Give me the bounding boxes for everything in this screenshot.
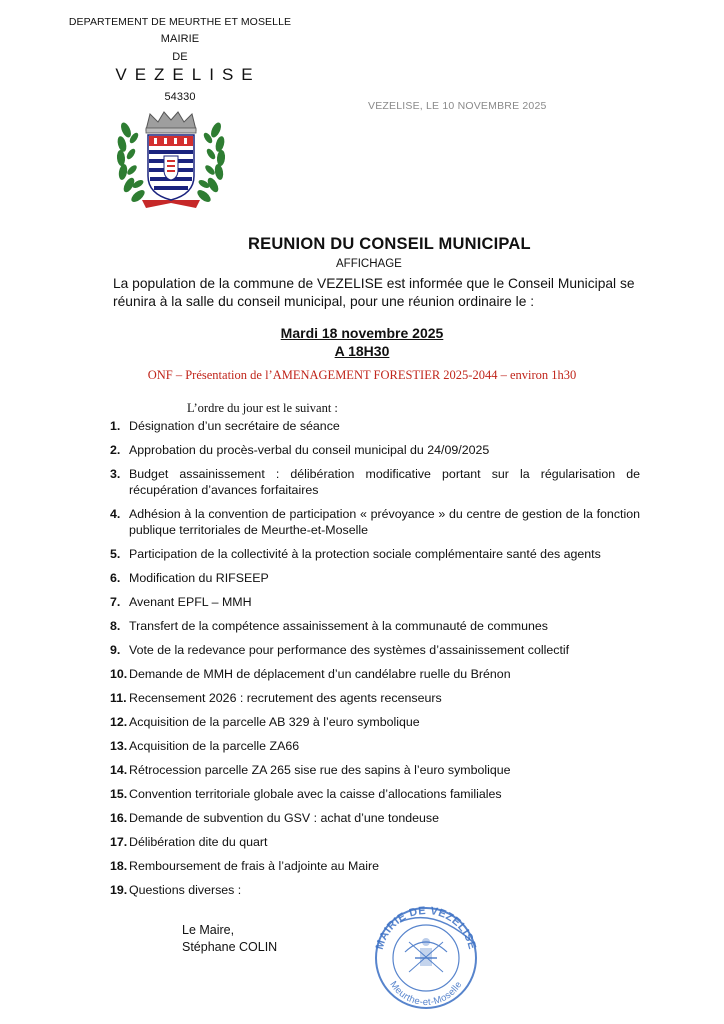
- agenda-item: [110, 466, 640, 498]
- agenda-item-text: Avenant EPFL – MMH: [129, 595, 252, 609]
- agenda-item: [110, 666, 640, 682]
- agenda-item-number: 11.: [110, 691, 127, 705]
- agenda-item-number: 5.: [110, 547, 121, 561]
- town-name: VEZELISE: [115, 65, 261, 84]
- official-stamp-icon: [365, 902, 487, 1012]
- agenda-item-number: 17.: [110, 835, 128, 849]
- agenda-item: [110, 738, 640, 754]
- agenda-item-number: 18.: [110, 859, 128, 873]
- document-title: REUNION DU CONSEIL MUNICIPAL: [248, 235, 531, 253]
- meeting-time: A 18H30: [334, 343, 390, 359]
- agenda-item-number: 10.: [110, 667, 128, 681]
- agenda-item-number: 1.: [110, 419, 121, 433]
- agenda-item: [110, 418, 640, 434]
- agenda-item-number: 3.: [110, 467, 121, 481]
- presentation-line: ONF – Présentation de l’AMENAGEMENT FORESTIER 2025-2044 – environ 1h30: [147, 368, 577, 382]
- stamp-top-text: MAIRIE DE VEZELISE: [373, 904, 479, 951]
- agenda-item: [110, 546, 640, 562]
- agenda-item: [110, 714, 640, 730]
- agenda-item-text: Remboursement de frais à l’adjointe au Maire: [129, 859, 380, 873]
- agenda-item-number: 16.: [110, 811, 128, 825]
- agenda-list: [110, 418, 640, 906]
- agenda-item: [110, 442, 640, 458]
- coat-of-arms-icon: [112, 108, 230, 214]
- agenda-item: [110, 882, 640, 898]
- agenda-item: [110, 786, 640, 802]
- agenda-item: [110, 594, 640, 610]
- agenda-item-text: Rétrocession parcelle ZA 265 sise rue des sapins à l’euro symbolique: [129, 763, 511, 777]
- agenda-intro: L’ordre du jour est le suivant :: [187, 401, 338, 415]
- agenda-item-text: Transfert de la compétence assainissement à la communauté de communes: [129, 619, 548, 633]
- agenda-item: [110, 506, 640, 538]
- agenda-item-number: 19.: [110, 883, 128, 897]
- signature-name: Stéphane COLIN: [182, 940, 278, 954]
- meeting-date: Mardi 18 novembre 2025: [280, 325, 444, 341]
- agenda-item-text: Questions diverses :: [129, 883, 242, 897]
- agenda-item-number: 14.: [110, 763, 128, 777]
- document-subtitle: AFFICHAGE: [336, 258, 402, 270]
- de-line: DE: [172, 51, 188, 63]
- agenda-item-text: Modification du RIFSEEP: [129, 571, 269, 585]
- svg-text:Meurthe-et-Moselle: [387, 979, 464, 1008]
- agenda-item-number: 13.: [110, 739, 128, 753]
- agenda-item-number: 6.: [110, 571, 121, 585]
- agenda-item-text: Budget assainissement : délibération modificative portant sur la régularisation de récupération d’avances forfaitaires: [129, 467, 640, 497]
- agenda-item: [110, 834, 640, 850]
- agenda-item-text: Recensement 2026 : recrutement des agents recenseurs: [129, 691, 442, 705]
- agenda-item-text: Adhésion à la convention de participation « prévoyance » du centre de gestion de la fonction publique territoriales de Meurthe-et-Moselle: [129, 507, 640, 537]
- agenda-item-text: Acquisition de la parcelle ZA66: [129, 739, 300, 753]
- postal-code: 54330: [164, 91, 196, 103]
- agenda-item: [110, 570, 640, 586]
- agenda-item: [110, 762, 640, 778]
- date-line: VEZELISE, LE 10 NOVEMBRE 2025: [368, 100, 547, 112]
- agenda-item-text: Demande de MMH de déplacement d’un candélabre ruelle du Brénon: [129, 667, 511, 681]
- agenda-item: [110, 858, 640, 874]
- agenda-item-number: 2.: [110, 443, 121, 457]
- agenda-item-text: Acquisition de la parcelle AB 329 à l’euro symbolique: [129, 715, 420, 729]
- intro-paragraph: La population de la commune de VEZELISE est informée que le Conseil Municipal se réunira à la salle du conseil municipal, pour une réunion ordinaire le :: [113, 276, 635, 309]
- agenda-item-text: Convention territoriale globale avec la caisse d’allocations familiales: [129, 787, 502, 801]
- agenda-item-text: Demande de subvention du GSV : achat d’une tondeuse: [129, 811, 439, 825]
- mairie-line: MAIRIE: [160, 33, 200, 45]
- agenda-item: [110, 642, 640, 658]
- agenda-item-number: 4.: [110, 507, 121, 521]
- agenda-item-number: 15.: [110, 787, 128, 801]
- agenda-item: [110, 618, 640, 634]
- signature-title: Le Maire,: [182, 923, 235, 937]
- agenda-item-number: 9.: [110, 643, 121, 657]
- agenda-item-number: 8.: [110, 619, 121, 633]
- agenda-item-number: 12.: [110, 715, 128, 729]
- agenda-item-text: Délibération dite du quart: [129, 835, 268, 849]
- department-line: DEPARTEMENT DE MEURTHE ET MOSELLE: [68, 16, 292, 28]
- agenda-item-number: 7.: [110, 595, 121, 609]
- agenda-item-text: Vote de la redevance pour performance des systèmes d’assainissement collectif: [129, 643, 570, 657]
- agenda-item: [110, 810, 640, 826]
- agenda-item: [110, 690, 640, 706]
- agenda-item-text: Participation de la collectivité à la protection sociale complémentaire santé des agents: [129, 547, 601, 561]
- agenda-item-text: Désignation d’un secrétaire de séance: [129, 419, 340, 433]
- agenda-item-text: Approbation du procès-verbal du conseil municipal du 24/09/2025: [129, 443, 490, 457]
- stamp-bottom-text: Meurthe-et-Moselle: [387, 979, 465, 1009]
